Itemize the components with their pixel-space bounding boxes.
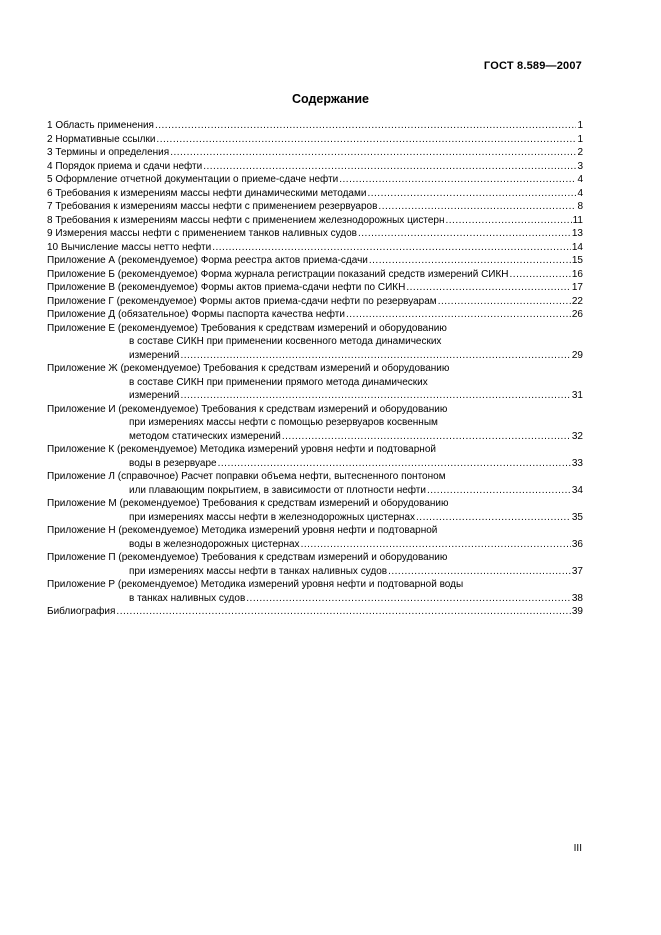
toc-entry-text: Приложение И (рекомендуемое) Требования к средствам измерений и оборудованию xyxy=(47,403,448,415)
toc-entry[interactable] xyxy=(47,524,583,551)
toc-entry-text: Приложение П (рекомендуемое) Требования к средствам измерений и оборудованию xyxy=(47,552,448,563)
toc-entry[interactable] xyxy=(47,322,583,363)
dot-leader xyxy=(378,200,576,214)
dot-leader xyxy=(446,214,572,228)
toc-entry[interactable] xyxy=(47,403,583,444)
toc-entry[interactable] xyxy=(47,173,583,187)
dot-leader xyxy=(218,457,571,471)
dot-leader xyxy=(510,268,571,282)
toc-page-number: 26 xyxy=(571,309,583,320)
toc-entry-text: Приложение Р (рекомендуемое) Методика измерений уровня нефти и подтоварной воды xyxy=(47,579,464,590)
toc-entry-text: 10 Вычисление массы нетто нефти xyxy=(47,241,212,253)
toc-page-number: 29 xyxy=(571,349,583,361)
toc-entry[interactable] xyxy=(47,241,583,255)
dot-leader xyxy=(156,133,576,147)
page-number: III xyxy=(573,843,582,854)
toc-entry-text: или плавающим покрытием, в зависимости от плотности нефти xyxy=(129,484,426,496)
toc-entry[interactable] xyxy=(47,119,583,133)
toc-entry-text: измерений xyxy=(129,349,180,361)
toc-entry-text: в составе СИКН при применении косвенного метода динамических xyxy=(129,336,442,347)
toc-entry-text: 7 Требования к измерениям массы нефти с применением резервуаров xyxy=(47,201,378,212)
toc-page-number: 15 xyxy=(571,255,583,266)
toc-page-number: 8 xyxy=(577,201,583,212)
toc-page-number: 38 xyxy=(571,592,583,604)
table-of-contents xyxy=(47,119,583,619)
toc-page-number: 31 xyxy=(571,390,583,401)
toc-entry-text: 2 Нормативные ссылки xyxy=(47,133,156,145)
toc-entry[interactable] xyxy=(47,497,583,524)
toc-page-number: 35 xyxy=(571,511,583,523)
dot-leader xyxy=(438,295,571,309)
toc-entry-text: 9 Измерения массы нефти с применением танков наливных судов xyxy=(47,228,357,239)
toc-entry-text: Приложение Б (рекомендуемое) Форма журнала регистрации показаний средств измерений СИКН xyxy=(47,268,509,280)
dot-leader xyxy=(406,281,571,295)
toc-entry-text: 4 Порядок приема и сдачи нефти xyxy=(47,160,203,172)
toc-entry[interactable] xyxy=(47,470,583,497)
toc-entry-text: Приложение Е (рекомендуемое) Требования к средствам измерений и оборудованию xyxy=(47,322,447,334)
toc-page-number: 13 xyxy=(571,228,583,239)
toc-entry[interactable] xyxy=(47,146,583,160)
toc-entry[interactable] xyxy=(47,443,583,470)
toc-entry-text: в составе СИКН при применении прямого метода динамических xyxy=(129,376,428,388)
toc-entry[interactable] xyxy=(47,200,583,214)
toc-page-number: 4 xyxy=(577,174,583,185)
toc-entry[interactable] xyxy=(47,268,583,282)
toc-entry[interactable] xyxy=(47,551,583,578)
toc-entry-text: 5 Оформление отчетной документации о приеме-сдаче нефти xyxy=(47,174,339,185)
toc-entry-text: Приложение К (рекомендуемое) Методика измерений уровня нефти и подтоварной xyxy=(47,444,436,455)
toc-page-number: 17 xyxy=(571,282,583,293)
toc-title: Содержание xyxy=(291,92,369,106)
dot-leader xyxy=(212,241,571,255)
toc-entry-text: Приложение А (рекомендуемое) Форма реестра актов приема-сдачи xyxy=(47,255,368,266)
toc-page-number: 39 xyxy=(571,606,583,617)
toc-entry[interactable] xyxy=(47,133,583,147)
toc-page-number: 16 xyxy=(571,268,583,280)
toc-entry-text: Приложение Л (справочное) Расчет поправки объема нефти, вытесненного понтоном xyxy=(47,471,446,482)
toc-entry[interactable] xyxy=(47,295,583,309)
toc-page-number: 1 xyxy=(577,120,583,131)
toc-entry[interactable] xyxy=(47,578,583,605)
toc-entry-text: при измерениях массы нефти в танках наливных судов xyxy=(129,565,388,577)
toc-entry-text: Приложение Н (рекомендуемое) Методика измерений уровня нефти и подтоварной xyxy=(47,525,438,536)
dot-leader xyxy=(180,349,570,363)
dot-leader xyxy=(388,565,571,579)
dot-leader xyxy=(427,484,571,498)
toc-entry-text: воды в резервуаре xyxy=(129,457,217,469)
toc-page-number: 32 xyxy=(571,430,583,442)
toc-entry-text: 8 Требования к измерениям массы нефти с применением железнодорожных цистерн xyxy=(47,214,445,226)
toc-page-number: 22 xyxy=(571,295,583,307)
toc-entry[interactable] xyxy=(47,281,583,295)
toc-entry-text: Приложение Ж (рекомендуемое) Требования к средствам измерений и оборудованию xyxy=(47,363,450,374)
toc-entry-text: 6 Требования к измерениям массы нефти динамическими методами xyxy=(47,187,367,199)
toc-entry[interactable] xyxy=(47,214,583,228)
toc-page-number: 4 xyxy=(577,187,583,199)
toc-page-number: 14 xyxy=(571,241,583,253)
toc-entry-text: 1 Область применения xyxy=(47,120,154,131)
dot-leader xyxy=(203,160,576,174)
toc-entry-text: при измерениях массы нефти в железнодорожных цистернах xyxy=(129,511,416,523)
toc-entry-text: при измерениях массы нефти с помощью резервуаров косвенным xyxy=(129,417,438,428)
dot-leader xyxy=(346,308,571,322)
toc-entry[interactable] xyxy=(47,362,583,403)
toc-entry[interactable] xyxy=(47,160,583,174)
dot-leader xyxy=(170,146,576,160)
toc-entry[interactable] xyxy=(47,227,583,241)
dot-leader xyxy=(416,511,571,525)
toc-entry-text: методом статических измерений xyxy=(129,430,281,442)
toc-entry[interactable] xyxy=(47,254,583,268)
toc-entry-text: 3 Термины и определения xyxy=(47,147,170,158)
dot-leader xyxy=(282,430,571,444)
toc-entry-text: Приложение В (рекомендуемое) Формы актов приема-сдачи нефти по СИКН xyxy=(47,282,406,293)
toc-entry[interactable] xyxy=(47,308,583,322)
toc-page-number: 34 xyxy=(571,484,583,496)
toc-entry-text: в танках наливных судов xyxy=(129,592,246,604)
toc-entry-text: Приложение Д (обязательное) Формы паспорта качества нефти xyxy=(47,309,345,320)
toc-page-number: 36 xyxy=(571,538,583,550)
dot-leader xyxy=(367,187,576,201)
toc-entry-text: измерений xyxy=(129,390,180,401)
dot-leader xyxy=(116,605,570,619)
dot-leader xyxy=(369,254,571,268)
dot-leader xyxy=(358,227,571,241)
dot-leader xyxy=(180,389,570,403)
toc-page-number: 3 xyxy=(577,160,583,172)
dot-leader xyxy=(339,173,576,187)
dot-leader xyxy=(246,592,571,606)
toc-page-number: 37 xyxy=(571,565,583,577)
dot-leader xyxy=(301,538,571,552)
toc-page-number: 33 xyxy=(571,457,583,469)
toc-page-number: 2 xyxy=(577,147,583,158)
toc-page-number: 11 xyxy=(572,214,583,226)
toc-entry[interactable] xyxy=(47,187,583,201)
toc-entry-text: Библиография xyxy=(47,606,116,617)
toc-page-number: 1 xyxy=(577,133,583,145)
toc-entry-text: Приложение Г (рекомендуемое) Формы актов приема-сдачи нефти по резервуарам xyxy=(47,295,437,307)
toc-entry-text: Приложение М (рекомендуемое) Требования к средствам измерений и оборудованию xyxy=(47,498,449,509)
dot-leader xyxy=(155,119,576,133)
document-code: ГОСТ 8.589—2007 xyxy=(483,60,582,72)
toc-entry[interactable] xyxy=(47,605,583,619)
toc-entry-text: воды в железнодорожных цистернах xyxy=(129,538,300,550)
